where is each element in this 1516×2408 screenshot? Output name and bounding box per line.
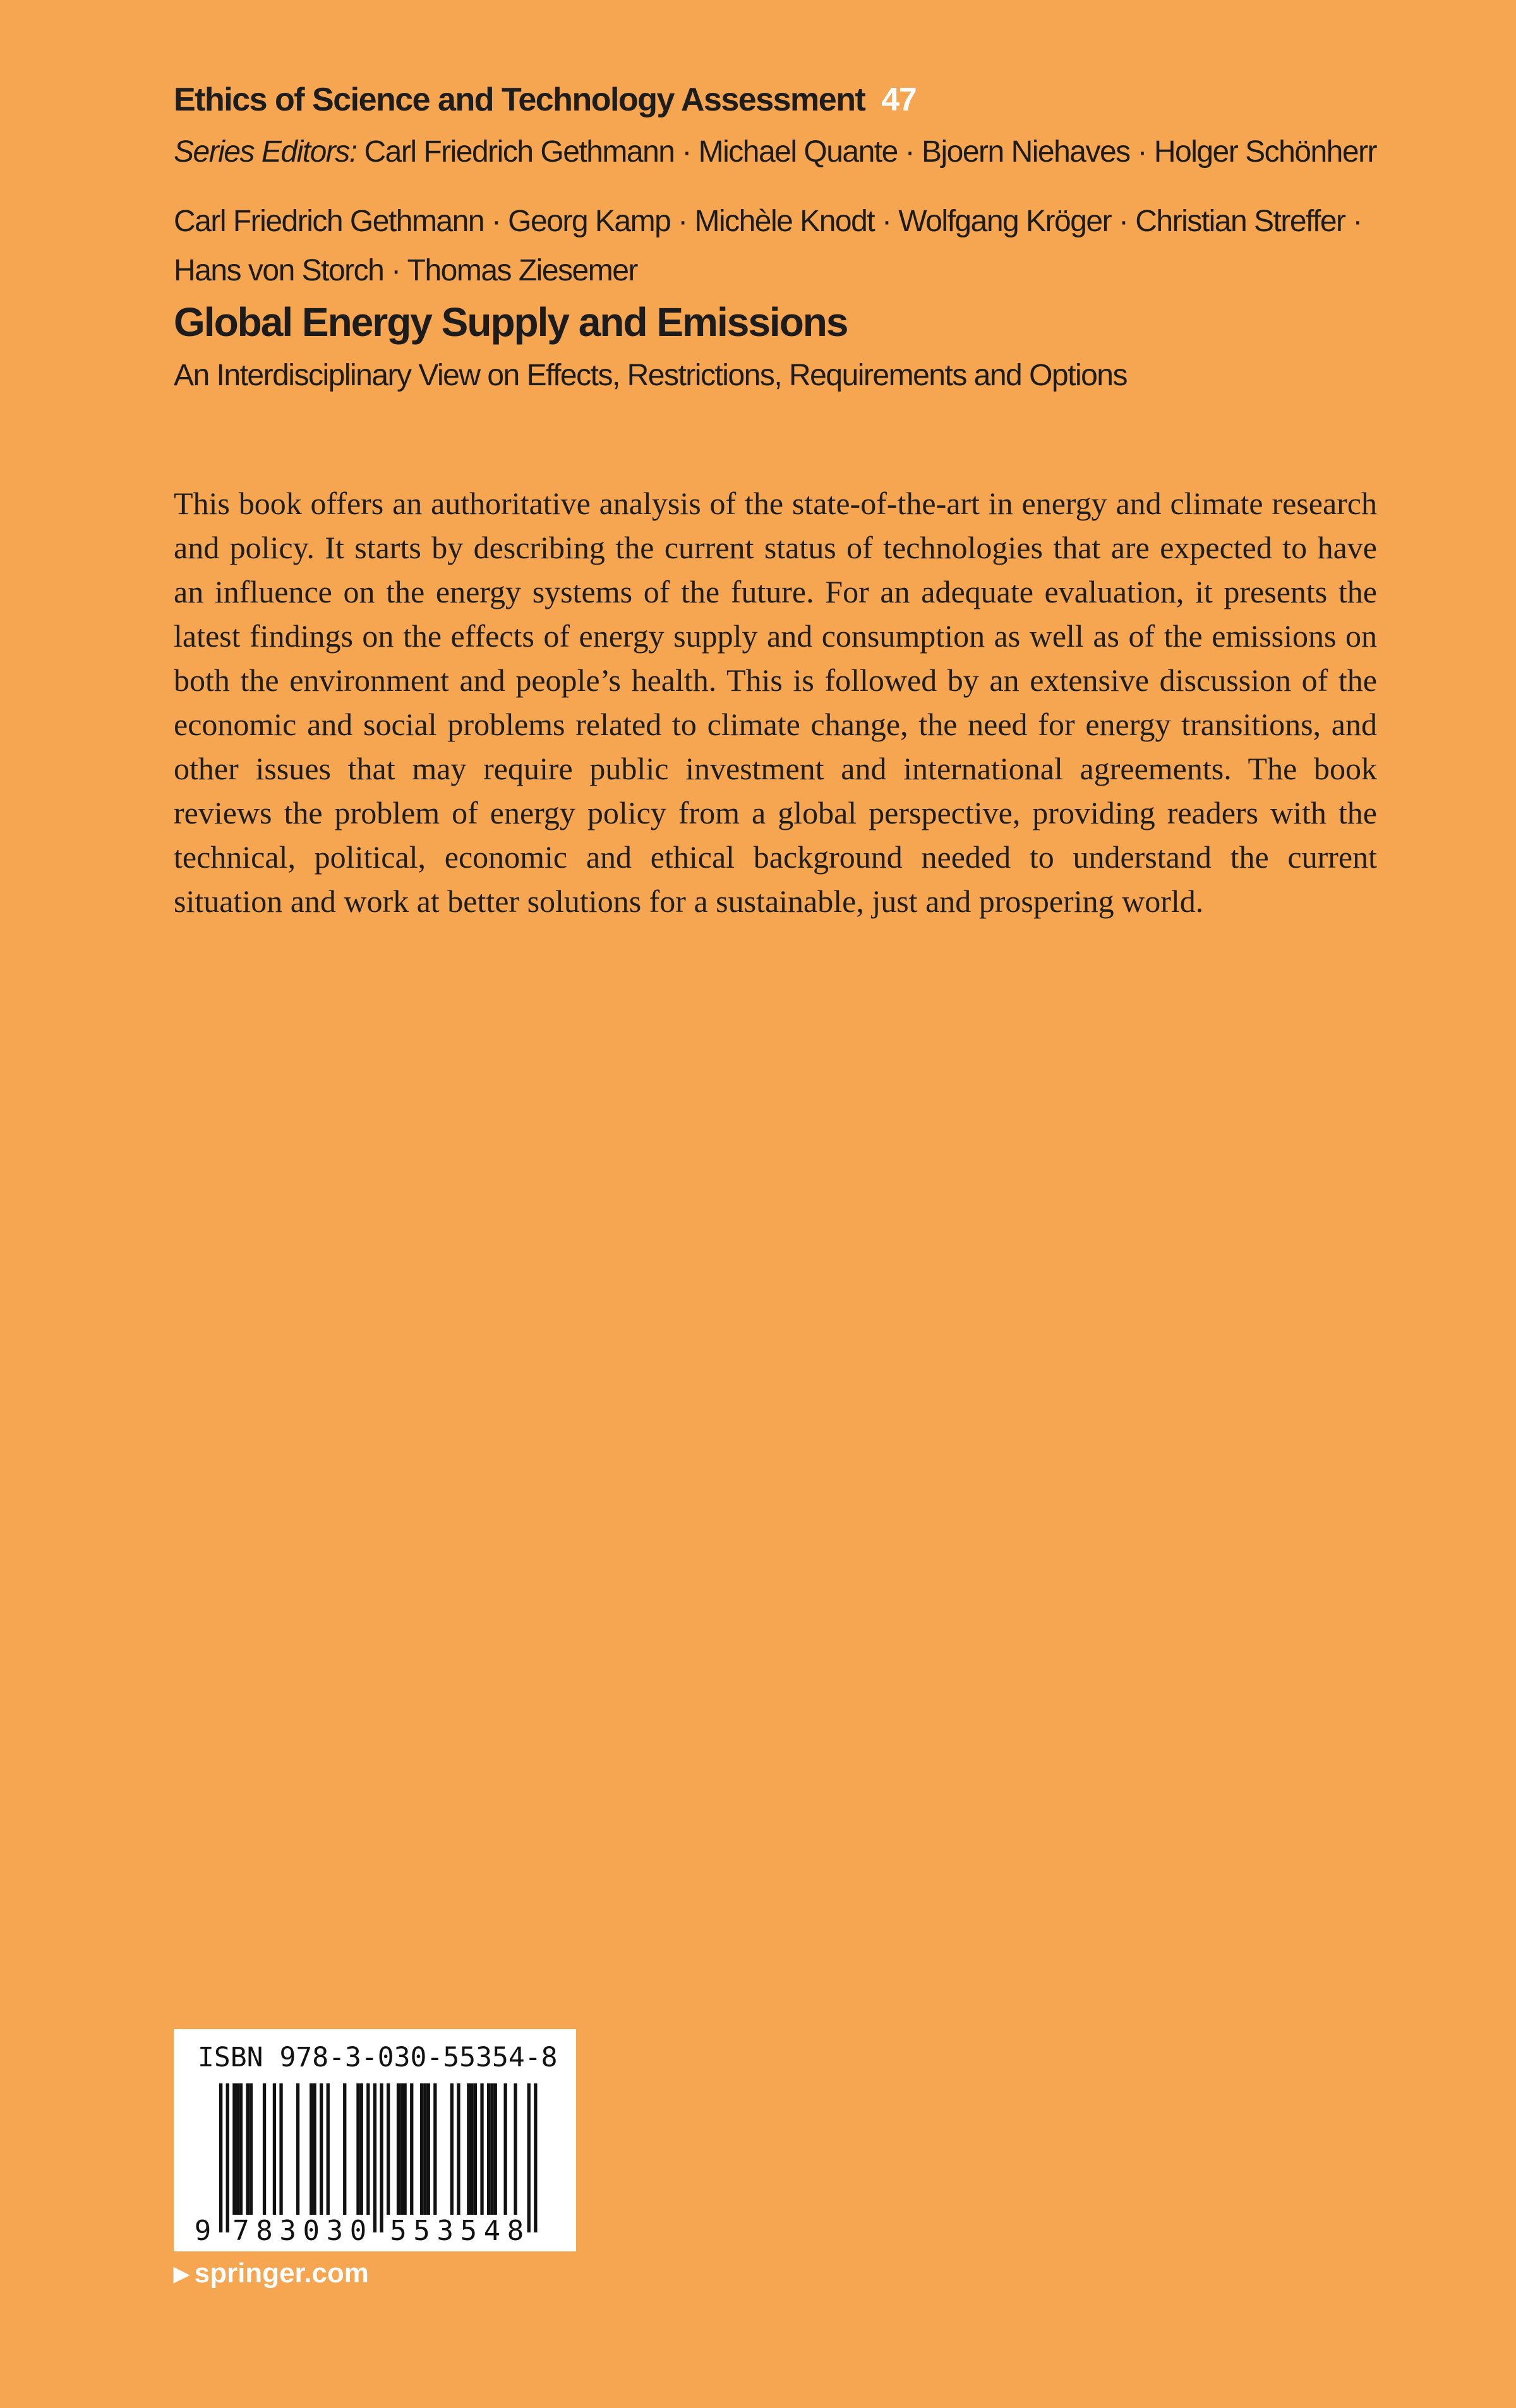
isbn-label: ISBN 978-3-030-55354-8 [198,2042,558,2073]
barcode-bar [250,2083,253,2215]
barcode-bar [296,2083,299,2215]
barcode-bar [360,2083,363,2215]
barcode-bar [494,2083,497,2215]
triangle-right-icon: ▶ [174,2262,190,2285]
barcode-digit: 3 [436,2215,454,2247]
series-editors-names: Carl Friedrich Gethmann · Michael Quante · Bjoern Niehaves · Holger Schönherr [364,135,1377,169]
barcode-bar [246,2083,249,2215]
barcode-bar [310,2083,313,2215]
barcode-bar [404,2083,407,2215]
barcode-bar [504,2083,507,2215]
barcode-bar [534,2083,537,2232]
barcode-digit: 3 [279,2215,296,2247]
barcode-bar [313,2083,316,2215]
barcode-bar [471,2083,474,2215]
barcode-bar [373,2083,376,2232]
barcode-bar [490,2083,493,2215]
barcode-bar [273,2083,276,2215]
barcode-digit: 5 [460,2215,478,2247]
publisher-link[interactable] [174,2258,369,2289]
book-subtitle: An Interdisciplinary View on Effects, Restrictions, Requirements and Options [174,359,1127,392]
barcode-digit: 5 [413,2215,430,2247]
barcode-bar [343,2083,346,2215]
publisher-url: springer.com [194,2258,369,2289]
barcode-bar [514,2083,517,2215]
barcode-bar [467,2083,470,2215]
barcode-bar [474,2083,477,2215]
barcode-bar [400,2083,403,2215]
barcode-bar [279,2083,282,2215]
barcode-bar [387,2083,390,2215]
barcode-bar [420,2083,423,2215]
barcode-bar [232,2083,236,2215]
barcode-digit: 0 [349,2215,367,2247]
barcode-bar [263,2083,266,2215]
book-description: This book offers an authoritative analysis of the state-of-the-art in energy and climate research and policy. It starts by describing the current status of technologies that are expected to have an influence on the energy systems of the future. For an adequate evaluation, it presents the latest findings on the effects of energy supply and consumption as well as of the emissions on both the environment and people’s health. This is followed by an extensive discussion of the economic and social problems related to climate change, the need for energy transitions, and other issues that may require public investment and international agreements. The book reviews the problem of energy policy from a global perspective, providing readers with the technical, political, economic and ethical background needed to understand the current situation and work at better solutions for a sustainable, just and prospering world. [174,486,1377,919]
series-editors [174,135,1376,169]
barcode-graphic [174,2029,576,2251]
authors-line-1: Carl Friedrich Gethmann · Georg Kamp · Michèle Knodt · Wolfgang Kröger · Christian Streffer · [174,205,1362,238]
barcode-bar [380,2083,383,2232]
book-authors [174,197,1374,296]
barcode-bar [480,2083,483,2215]
barcode-bar [397,2083,400,2215]
authors-line-2: Hans von Storch · Thomas Ziesemer [174,254,637,287]
barcode-bar [410,2083,413,2215]
barcode-bar [487,2083,490,2215]
barcode-bar [226,2083,229,2232]
barcode-bar [457,2083,460,2215]
barcode-bar [427,2083,430,2215]
barcode-bar [450,2083,454,2215]
barcode-bar [320,2083,323,2215]
barcode-digit: 4 [483,2215,501,2247]
barcode-digit: 8 [507,2215,524,2247]
barcode-bar [236,2083,239,2215]
barcode-bar [239,2083,243,2215]
book-title: Global Energy Supply and Emissions [174,299,848,345]
barcode-digit: 3 [326,2215,344,2247]
barcode-digit: 0 [303,2215,320,2247]
series-title: Ethics of Science and Technology Assessment [174,81,865,118]
barcode-bar [527,2083,531,2232]
barcode-bar [356,2083,359,2215]
barcode-digit: 7 [232,2215,250,2247]
barcode-bar [219,2083,222,2232]
isbn-barcode [174,2029,576,2251]
barcode-digit: 8 [256,2215,273,2247]
series-heading [174,81,916,119]
barcode-digit: 9 [194,2215,212,2247]
barcode-bar [423,2083,426,2215]
series-editors-label: Series Editors: [174,135,357,169]
barcode-digit: 5 [390,2215,407,2247]
barcode-bar [366,2083,370,2215]
barcode-bar [327,2083,330,2215]
barcode-bar [433,2083,436,2215]
series-number: 47 [881,81,917,118]
